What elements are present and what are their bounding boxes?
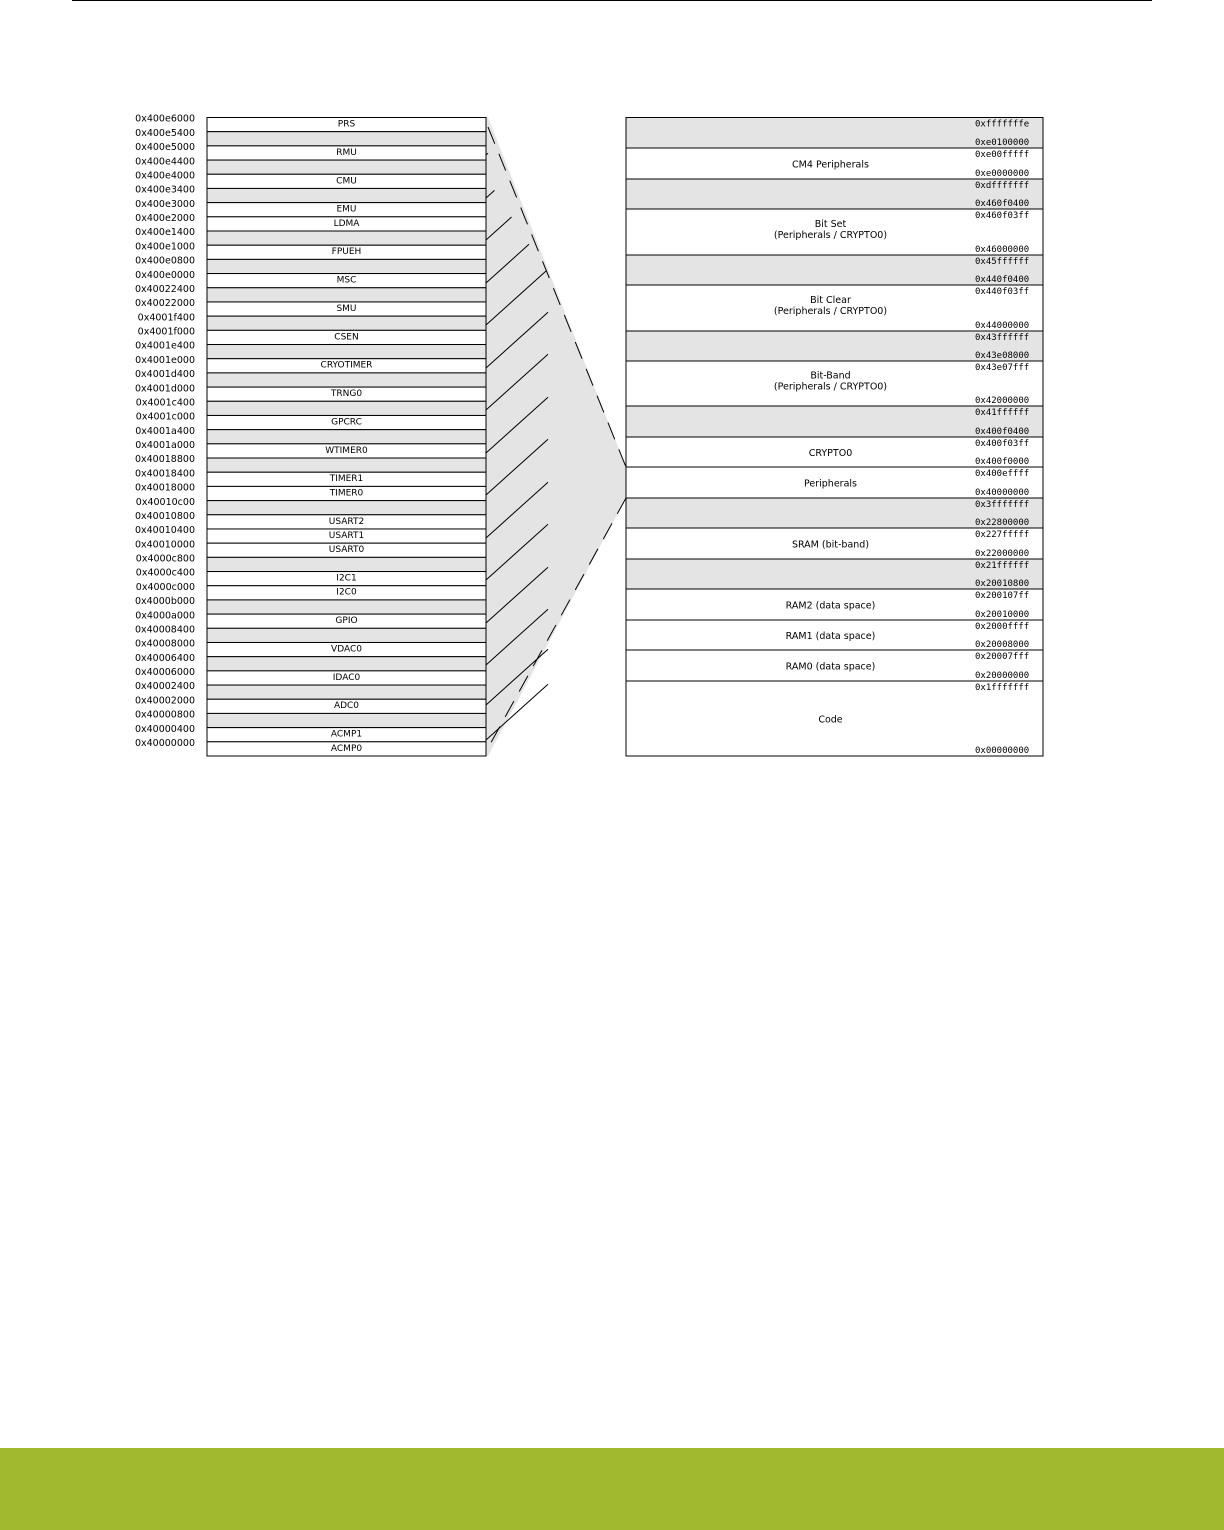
region-bottom-address: 0x40000000: [975, 488, 1030, 498]
peripheral-block-label: CMU: [336, 176, 357, 187]
peripheral-block-label: USART2: [328, 516, 365, 527]
peripheral-address-label: 0x40022000: [134, 298, 195, 310]
memory-region: [626, 331, 1043, 361]
region-bottom-address: 0x44000000: [975, 321, 1030, 331]
memory-region: [626, 589, 1043, 620]
peripheral-block-rect: [207, 373, 486, 387]
region-bottom-address: 0x43e08000: [975, 351, 1030, 361]
memory-region-label: CRYPTO0: [808, 448, 853, 459]
region-top-address: 0xe00fffff: [975, 150, 1030, 160]
peripheral-address-label: 0x4000c000: [135, 581, 195, 593]
peripheral-block-label: PRS: [337, 119, 356, 130]
peripheral-block-label: VDAC0: [331, 644, 362, 655]
peripheral-address-label: 0x40018400: [134, 468, 195, 480]
peripheral-address-label: 0x40000000: [134, 738, 195, 749]
memory-region: [626, 467, 1043, 498]
peripheral-address-label: 0x4000c400: [135, 567, 195, 579]
peripheral-address-label: 0x40022400: [134, 283, 195, 295]
peripheral-address-label: 0x4001f400: [137, 312, 195, 324]
peripheral-block: [207, 302, 486, 316]
peripheral-address-label: 0x40008400: [134, 624, 195, 636]
memory-region-label: SRAM (bit-band): [791, 539, 870, 551]
peripheral-block-rect: [207, 657, 486, 671]
peripheral-block: [207, 430, 486, 444]
peripheral-block: [207, 259, 486, 273]
peripheral-address-label: 0x400e4000: [135, 170, 195, 182]
peripheral-address-label: 0x4000a000: [135, 610, 195, 622]
peripheral-block: [207, 614, 486, 628]
peripheral-address-label: 0x4000b000: [134, 596, 195, 608]
memory-region-label: RAM0 (data space): [785, 661, 876, 673]
peripheral-address-label: 0x400e1000: [135, 241, 195, 253]
region-top-address: 0x2000ffff: [975, 622, 1030, 632]
peripheral-address-label: 0x40006000: [134, 667, 195, 679]
peripheral-address-label: 0x400e1400: [135, 227, 195, 239]
peripheral-block: [207, 444, 486, 458]
peripheral-block-label: CRYOTIMER: [320, 360, 373, 371]
peripheral-block: [207, 529, 486, 543]
memory-region-sublabel: (Peripherals / CRYPTO0): [773, 306, 888, 317]
memory-region-sublabel: (Peripherals / CRYPTO0): [773, 381, 888, 393]
peripheral-block-rect: [207, 188, 486, 202]
region-bottom-address: 0x20000000: [975, 671, 1030, 681]
peripheral-block: [207, 387, 486, 401]
peripheral-block-label: FPUEH: [331, 247, 362, 258]
peripheral-block-label: LDMA: [333, 218, 360, 229]
region-top-address: 0xfffffffe: [975, 119, 1030, 130]
peripheral-block-rect: [207, 600, 486, 614]
peripheral-block-rect: [207, 345, 486, 359]
memory-region: [626, 209, 1043, 255]
peripheral-address-label: 0x40006400: [134, 652, 195, 664]
peripheral-address-label: 0x40010800: [134, 510, 195, 522]
peripheral-address-label: 0x40018800: [134, 454, 195, 466]
peripheral-block: [207, 713, 486, 727]
peripheral-block: [207, 316, 486, 330]
peripheral-address-label: 0x40002000: [134, 695, 195, 707]
peripheral-block-label: ADC0: [333, 701, 360, 712]
peripheral-block: [207, 274, 486, 288]
region-bottom-address: 0x22000000: [975, 549, 1030, 559]
peripheral-block: [207, 415, 486, 429]
peripheral-block-rect: [207, 628, 486, 642]
peripheral-block: [207, 557, 486, 571]
peripheral-block: [207, 657, 486, 671]
peripheral-address-label: 0x40018000: [134, 482, 195, 494]
region-top-address: 0x41ffffff: [975, 408, 1030, 418]
peripheral-block-label: SMU: [336, 303, 357, 314]
memory-region: [626, 148, 1043, 179]
peripheral-address-label: 0x400e3000: [135, 198, 195, 210]
region-top-address: 0x200107ff: [975, 591, 1030, 601]
connector-layer: [486, 118, 626, 757]
peripheral-block: [207, 728, 486, 742]
memory-region: [626, 118, 1043, 149]
memory-region-label: RAM1 (data space): [785, 631, 876, 642]
region-bottom-address: 0x400f0000: [975, 457, 1030, 467]
peripheral-block-rect: [207, 288, 486, 302]
peripheral-block: [207, 458, 486, 472]
peripheral-block: [207, 642, 486, 656]
peripheral-address-label: 0x400e0800: [135, 255, 195, 267]
peripheral-block-label: I2C1: [336, 573, 357, 584]
peripheral-address-label: 0x40008000: [134, 638, 195, 650]
peripheral-block-label: TIMER0: [329, 488, 364, 499]
region-bottom-address: 0x46000000: [975, 245, 1030, 255]
memory-region: [626, 620, 1043, 650]
peripheral-address-label: 0x4001e400: [135, 340, 195, 352]
peripheral-address-label: 0x4001a400: [135, 425, 195, 437]
peripheral-address-label: 0x400e3400: [135, 184, 195, 196]
memory-region-label: Code: [818, 714, 843, 726]
memory-region-label: Bit Clear: [810, 295, 851, 306]
memory-region: [626, 681, 1043, 756]
peripheral-address-label: 0x4001d000: [134, 383, 195, 395]
peripheral-block: [207, 330, 486, 344]
peripheral-block-rect: [207, 430, 486, 444]
memory-region: [626, 361, 1043, 406]
peripheral-block-rect: [207, 713, 486, 727]
peripheral-block: [207, 174, 486, 188]
peripheral-address-label: 0x40010000: [134, 539, 195, 551]
peripheral-block: [207, 146, 486, 160]
memory-region: [626, 528, 1043, 559]
region-top-address: 0x43ffffff: [975, 333, 1030, 343]
region-top-address: 0x21ffffff: [975, 561, 1030, 571]
region-bottom-address: 0x400f0400: [975, 427, 1030, 437]
peripheral-block: [207, 345, 486, 359]
peripheral-block: [207, 472, 486, 486]
peripheral-address-label: 0x4001a000: [135, 440, 195, 452]
peripheral-block-rect: [207, 557, 486, 571]
region-bottom-address: 0x440f0400: [975, 275, 1030, 285]
memory-region-label: Peripherals: [804, 478, 857, 490]
region-top-address: 0x45ffffff: [975, 257, 1030, 267]
peripheral-map: [135, 114, 486, 756]
peripheral-address-label: 0x400e6000: [135, 113, 195, 125]
peripheral-block: [207, 231, 486, 245]
region-top-address: 0x460f03ff: [975, 211, 1030, 221]
peripheral-address-label: 0x4001e000: [135, 354, 195, 366]
peripheral-block-label: MSC: [336, 275, 357, 286]
region-bottom-address: 0x22800000: [975, 518, 1030, 528]
peripheral-block-label: EMU: [336, 204, 357, 215]
peripheral-address-label: 0x400e5000: [135, 142, 195, 154]
peripheral-block: [207, 203, 486, 217]
region-bottom-address: 0x20008000: [975, 640, 1030, 650]
region-top-address: 0xdfffffff: [975, 181, 1030, 191]
peripheral-address-label: 0x40002400: [134, 681, 195, 693]
memory-region: [626, 406, 1043, 437]
peripheral-block: [207, 132, 486, 146]
region-top-address: 0x227fffff: [975, 530, 1030, 540]
region-bottom-address: 0xe0000000: [975, 169, 1030, 179]
peripheral-block-rect: [207, 160, 486, 174]
peripheral-address-label: 0x40000400: [134, 723, 195, 735]
region-bottom-address: 0xe0100000: [975, 138, 1030, 148]
peripheral-block: [207, 486, 486, 500]
peripheral-block: [207, 699, 486, 713]
peripheral-block-label: ACMP1: [330, 729, 363, 740]
peripheral-address-label: 0x40000800: [134, 709, 195, 721]
region-top-address: 0x3fffffff: [975, 500, 1030, 510]
peripheral-block: [207, 118, 486, 132]
region-top-address: 0x400effff: [975, 469, 1030, 479]
region-bottom-address: 0x20010000: [975, 610, 1030, 620]
region-bottom-address: 0x42000000: [975, 396, 1030, 406]
peripheral-block-label: USART1: [328, 530, 365, 541]
peripheral-block-label: TIMER1: [329, 474, 364, 485]
peripheral-block: [207, 586, 486, 600]
peripheral-block: [207, 373, 486, 387]
zoom-connector-fill: [486, 118, 626, 757]
peripheral-address-label: 0x400e0000: [135, 269, 195, 281]
peripheral-block: [207, 288, 486, 302]
memory-region-label: RAM2 (data space): [785, 600, 876, 612]
peripheral-block-rect: [207, 401, 486, 415]
system-memory-map: [626, 118, 1043, 757]
region-bottom-address: 0x460f0400: [975, 199, 1030, 209]
memory-region: [626, 650, 1043, 681]
region-bottom-address: 0x00000000: [975, 746, 1030, 756]
peripheral-block-rect: [207, 316, 486, 330]
peripheral-block-rect: [207, 685, 486, 699]
peripheral-block-label: RMU: [336, 147, 357, 158]
peripheral-block: [207, 515, 486, 529]
peripheral-address-label: 0x4001d400: [134, 369, 195, 381]
memory-region: [626, 255, 1043, 285]
region-top-address: 0x440f03ff: [975, 287, 1030, 297]
peripheral-address-label: 0x400e5400: [135, 127, 195, 139]
peripheral-block-label: ACMP0: [330, 743, 363, 754]
peripheral-address-label: 0x4000c800: [135, 553, 195, 565]
memory-region: [626, 498, 1043, 528]
peripheral-block: [207, 685, 486, 699]
peripheral-address-label: 0x4001c400: [135, 397, 195, 409]
peripheral-block: [207, 188, 486, 202]
peripheral-block: [207, 217, 486, 231]
peripheral-address-label: 0x40010400: [134, 525, 195, 537]
peripheral-block-label: IDAC0: [332, 672, 361, 683]
peripheral-block: [207, 401, 486, 415]
memory-region-sublabel: (Peripherals / CRYPTO0): [773, 230, 888, 241]
peripheral-block-label: USART0: [328, 545, 365, 556]
peripheral-block: [207, 359, 486, 373]
region-bottom-address: 0x20010800: [975, 579, 1030, 589]
memory-region: [626, 179, 1043, 209]
peripheral-block: [207, 501, 486, 515]
peripheral-block: [207, 671, 486, 685]
memory-region: [626, 559, 1043, 589]
peripheral-block-label: TRNG0: [330, 389, 363, 400]
region-top-address: 0x43e07fff: [975, 363, 1030, 373]
peripheral-block-label: GPCRC: [331, 417, 362, 428]
memory-region: [626, 437, 1043, 467]
peripheral-block: [207, 628, 486, 642]
peripheral-block-label: WTIMER0: [325, 445, 368, 456]
peripheral-block-rect: [207, 458, 486, 472]
peripheral-block: [207, 245, 486, 259]
peripheral-address-label: 0x4001f000: [137, 326, 195, 338]
peripheral-block: [207, 742, 486, 756]
memory-region-label: CM4 Peripherals: [792, 159, 869, 171]
peripheral-block: [207, 160, 486, 174]
peripheral-block-rect: [207, 501, 486, 515]
peripheral-block: [207, 543, 486, 557]
peripheral-block-label: CSEN: [334, 332, 359, 343]
region-top-address: 0x400f03ff: [975, 439, 1030, 449]
region-top-address: 0x1fffffff: [975, 683, 1030, 693]
peripheral-block-rect: [207, 132, 486, 146]
peripheral-block: [207, 572, 486, 586]
footer-band: [0, 1448, 1224, 1530]
peripheral-block-rect: [207, 231, 486, 245]
peripheral-address-label: 0x40010c00: [135, 496, 195, 508]
memory-region-label: Bit Set: [814, 219, 847, 230]
memory-region: [626, 285, 1043, 331]
peripheral-block: [207, 600, 486, 614]
memory-region-label: Bit-Band: [810, 370, 851, 382]
peripheral-block-rect: [207, 259, 486, 273]
peripheral-block-label: GPIO: [335, 616, 358, 627]
peripheral-address-label: 0x4001c000: [135, 411, 195, 423]
peripheral-block-label: I2C0: [336, 587, 357, 598]
region-top-address: 0x20007fff: [975, 652, 1030, 662]
peripheral-address-label: 0x400e2000: [135, 213, 195, 225]
peripheral-address-label: 0x400e4400: [135, 156, 195, 168]
